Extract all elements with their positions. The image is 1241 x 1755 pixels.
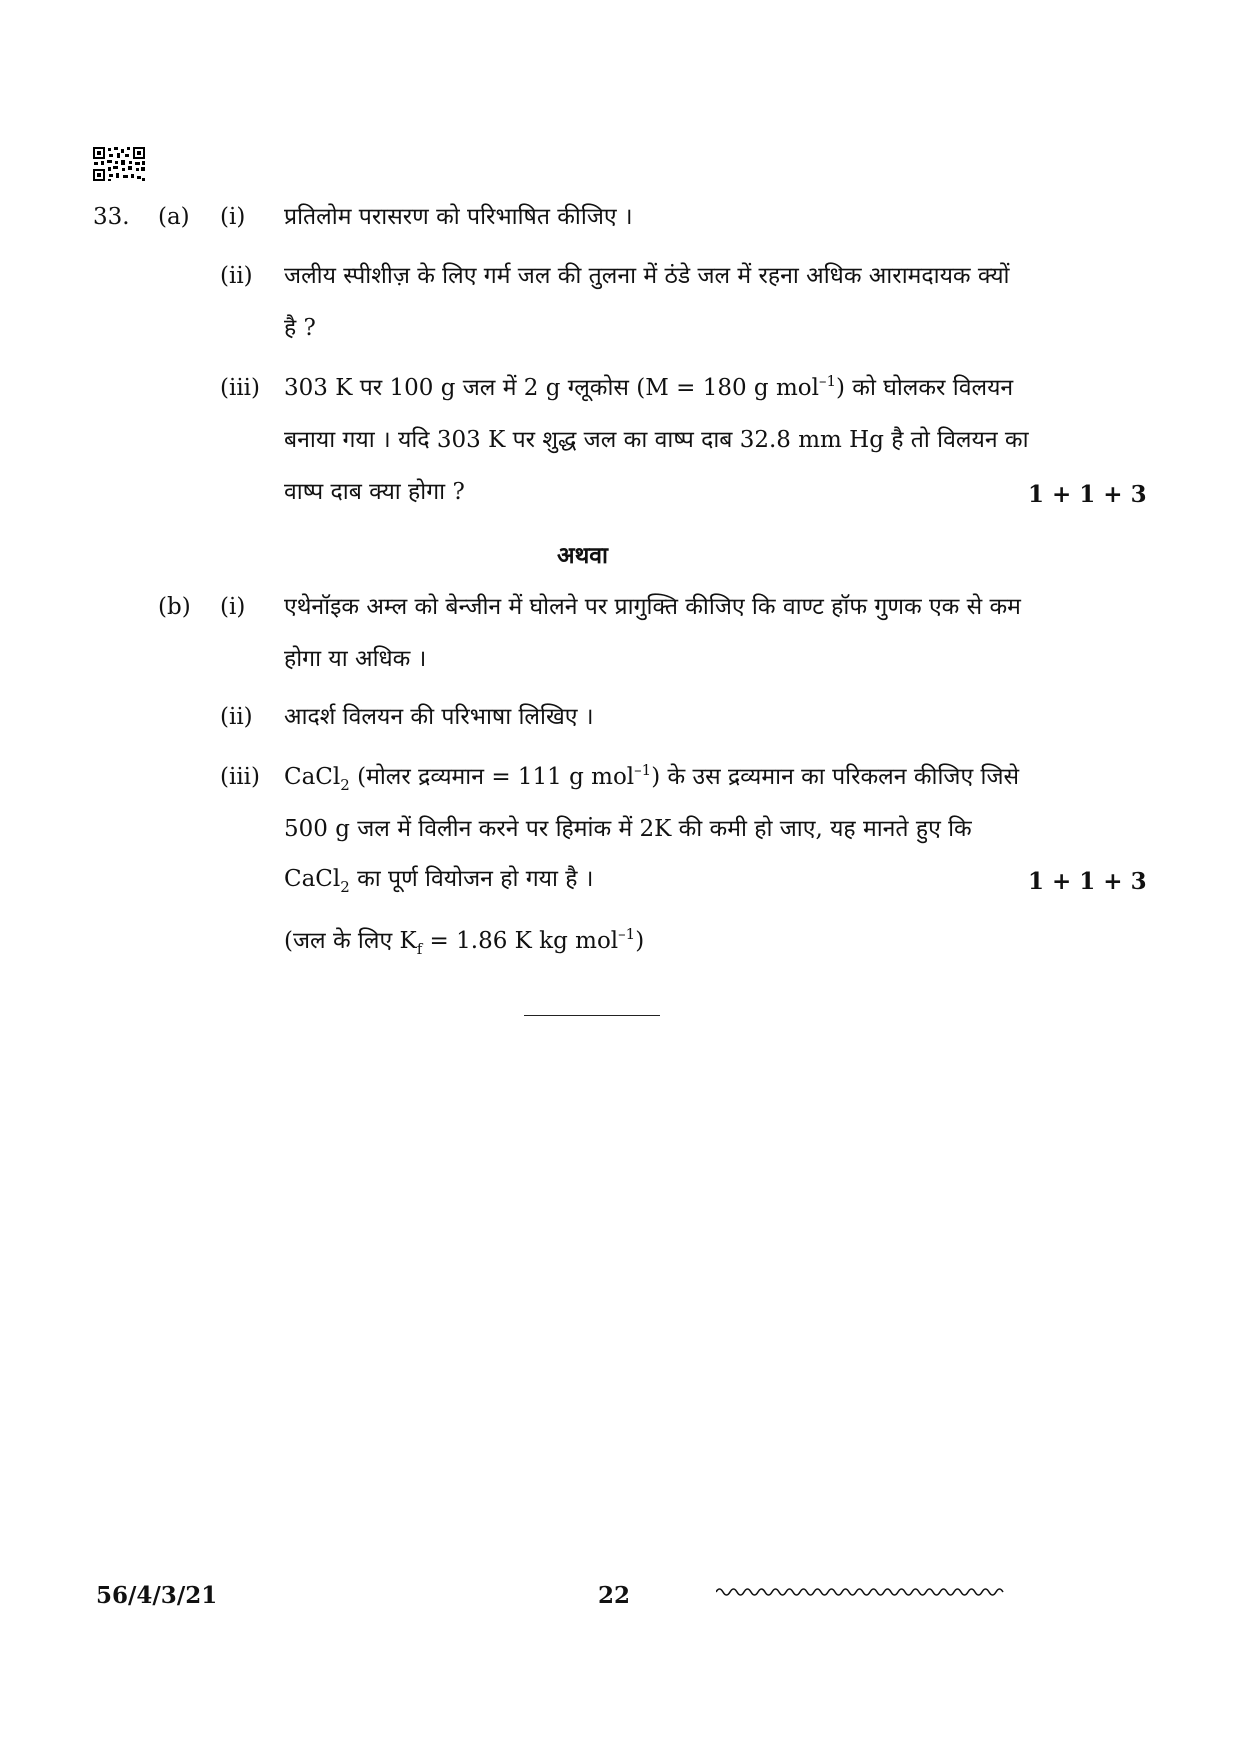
a-ii-number: (ii) (220, 263, 253, 289)
page-number: 22 (598, 1582, 631, 1609)
b-iii-note: (जल के लिए $K_f = 1.86$ K kg mol$^{-1}$) (284, 925, 645, 958)
a-ii-line1: जलीय स्पीशीज़ के लिए गर्म जल की तुलना में ठंडे जल में रहना अधिक आरामदायक क्यों (284, 263, 1010, 289)
b-i-line2: होगा या अधिक । (284, 646, 427, 672)
a-iii-line3: वाष्प दाब क्या होगा ? (284, 479, 465, 505)
b-i-number: (i) (220, 594, 246, 620)
question-number: 33. (93, 204, 130, 230)
a-i-number: (i) (220, 204, 246, 230)
b-i-line1: एथेनॉइक अम्ल को बेन्जीन में घोलने पर प्रागुक्ति कीजिए कि वाण्ट हॉफ गुणक एक से कम (284, 594, 1021, 620)
a-iii-line1: 303 K पर 100 g जल में 2 g ग्लूकोस (M = 180 g mol$^{-1}$) को घोलकर विलयन (284, 372, 1014, 401)
a-ii-line2: है ? (284, 315, 316, 341)
a-iii-line2: बनाया गया । यदि 303 K पर शुद्ध जल का वाष्प दाब 32.8 mm Hg है तो विलयन का (284, 427, 1029, 453)
a-i-text: प्रतिलोम परासरण को परिभाषित कीजिए । (284, 204, 633, 230)
b-ii-text: आदर्श विलयन की परिभाषा लिखिए । (284, 704, 594, 730)
part-b-marks: 1 + 1 + 3 (1028, 868, 1147, 895)
paper-code: 56/4/3/21 (96, 1582, 218, 1609)
b-iii-line2: 500 g जल में विलीन करने पर हिमांक में 2K की कमी हो जाए, यह मानते हुए कि (284, 816, 972, 842)
or-heading: अथवा (557, 542, 609, 569)
b-iii-line1: CaCl$_2$ (मोलर द्रव्यमान = 111 g mol$^{-1}$) के उस द्रव्यमान का परिकलन कीजिए जिसे (284, 761, 1020, 794)
b-ii-number: (ii) (220, 704, 253, 730)
qr-code-icon (92, 146, 146, 182)
b-iii-line3: CaCl$_2$ का पूर्ण वियोजन हो गया है । (284, 866, 594, 896)
wavy-line-icon (716, 1586, 1006, 1598)
end-rule (524, 1015, 660, 1016)
a-iii-number: (iii) (220, 375, 261, 401)
part-a-marks: 1 + 1 + 3 (1028, 481, 1147, 508)
b-iii-number: (iii) (220, 764, 261, 790)
part-b-label: (b) (158, 594, 191, 620)
part-a-label: (a) (158, 204, 190, 230)
